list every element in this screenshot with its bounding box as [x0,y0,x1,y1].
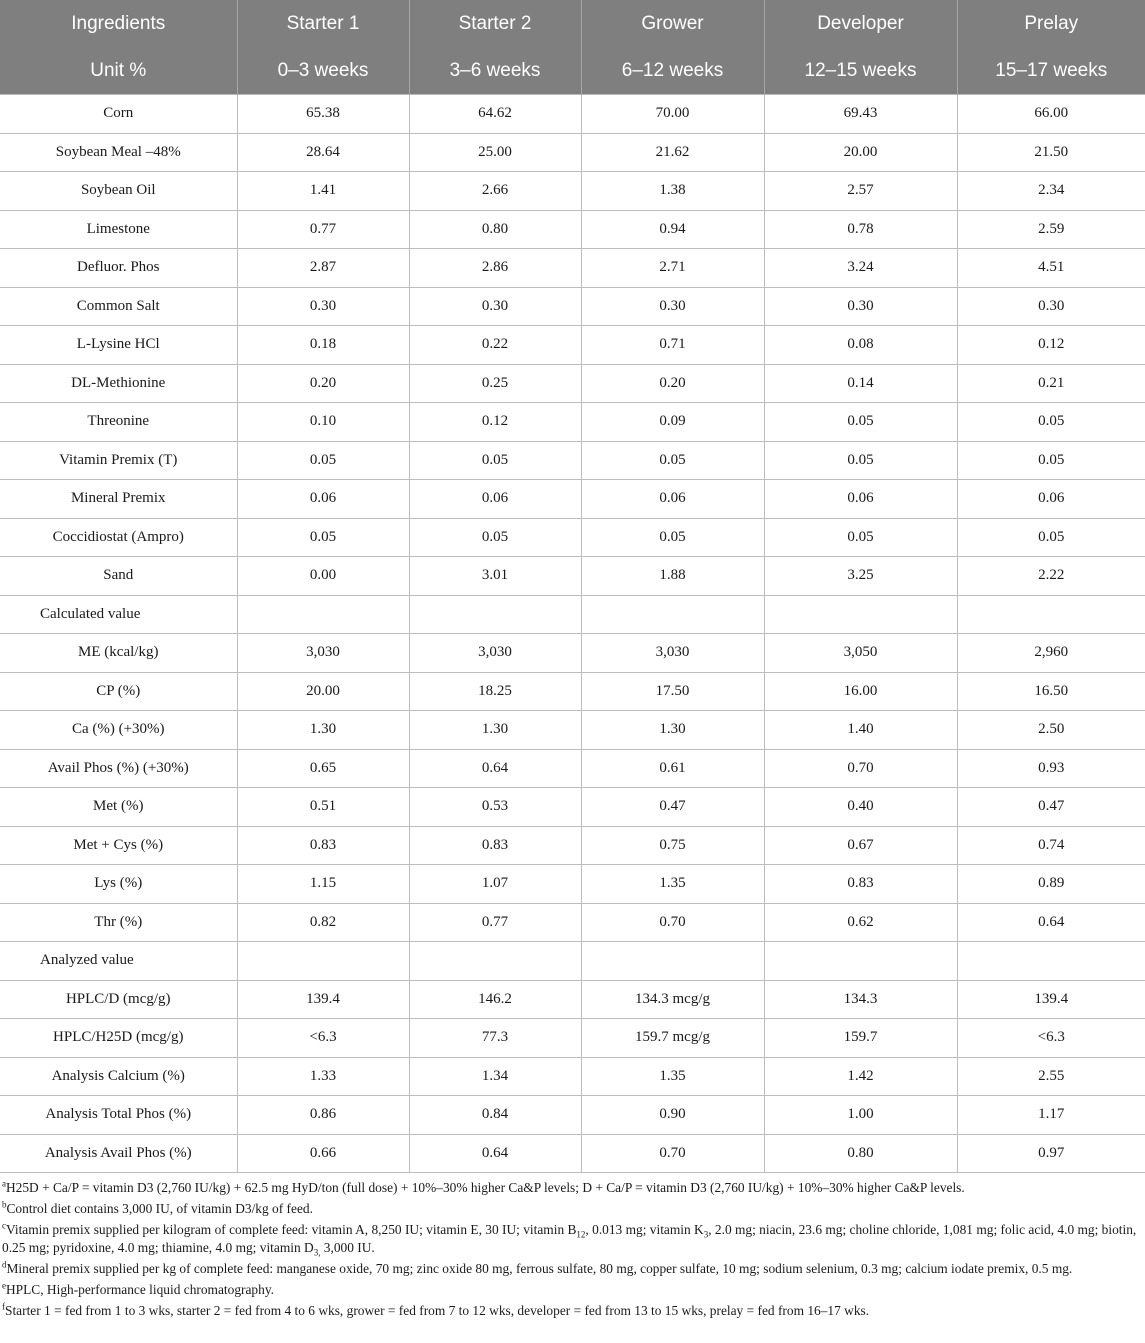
table-cell [764,942,957,981]
table-cell: 70.00 [581,95,764,134]
footnote-marker: e [2,1280,6,1291]
table-cell: 0.12 [409,403,581,442]
table-row [0,1019,1145,1058]
table-cell: 0.22 [409,326,581,365]
table-cell: 0.94 [581,210,764,249]
table-cell: 139.4 [237,980,409,1019]
header-grower: Grower [581,0,764,47]
table-cell [409,942,581,981]
table-cell: 18.25 [409,672,581,711]
table-cell: 0.83 [409,826,581,865]
table-row [0,133,1145,172]
table-cell: 2.57 [764,172,957,211]
footnote-subscript: 12 [576,1229,586,1240]
table-cell: 1.30 [237,711,409,750]
row-label: Coccidiostat (Ampro) [0,518,237,557]
table-cell: 0.09 [581,403,764,442]
footnote-subscript: 3, [313,1247,321,1258]
row-label: ME (kcal/kg) [0,634,237,673]
header-age-prelay: 15–17 weeks [957,47,1145,95]
footnote [2,1302,1140,1320]
footnote-text: 3,000 IU. [320,1240,375,1255]
table-cell [581,595,764,634]
footnote [2,1200,1140,1218]
table-cell: 3.25 [764,557,957,596]
table-row [0,1134,1145,1173]
table-cell: 1.41 [237,172,409,211]
row-label: Avail Phos (%) (+30%) [0,749,237,788]
footnote [2,1221,1140,1257]
row-label: L-Lysine HCl [0,326,237,365]
table-cell: 0.20 [237,364,409,403]
table-cell: 139.4 [957,980,1145,1019]
footnote-marker: c [2,1220,6,1231]
section-label: Calculated value [0,595,237,634]
table-footnotes [2,1179,1140,1323]
table-cell: 65.38 [237,95,409,134]
table-cell [957,595,1145,634]
table-cell: 0.77 [409,903,581,942]
table-cell: 0.70 [581,903,764,942]
table-cell: 2.22 [957,557,1145,596]
table-cell: 0.64 [409,1134,581,1173]
row-label: Threonine [0,403,237,442]
table-row [0,865,1145,904]
table-cell: 0.12 [957,326,1145,365]
table-cell: 28.64 [237,133,409,172]
table-cell: 1.33 [237,1057,409,1096]
table-row [0,826,1145,865]
table-cell: 2.59 [957,210,1145,249]
footnote-text: , 0.013 mg; vitamin K [585,1222,704,1237]
table-cell: 0.05 [764,403,957,442]
table-cell [409,595,581,634]
footnote [2,1260,1140,1278]
table-cell: 0.06 [237,480,409,519]
table-cell: 0.14 [764,364,957,403]
row-label: Ca (%) (+30%) [0,711,237,750]
table-cell [957,942,1145,981]
header-prelay: Prelay [957,0,1145,47]
table-cell: 0.30 [764,287,957,326]
footnote-text: Mineral premix supplied per kg of complete feed: manganese oxide, 70 mg; zinc oxide 80 mg, ferrous sulfate, 80 mg, copper sulfate, 10 mg; sodium selenium, 0.3 mg; calcium iodate premix, 0.5 mg. [6,1261,1073,1276]
table-cell: 0.65 [237,749,409,788]
table-row [0,95,1145,134]
table-cell: 1.35 [581,865,764,904]
table-cell: 0.21 [957,364,1145,403]
table-cell: 0.06 [957,480,1145,519]
footnote-text: HPLC, High-performance liquid chromatography. [6,1282,274,1297]
row-label: Met + Cys (%) [0,826,237,865]
table-cell: 1.88 [581,557,764,596]
row-label: DL-Methionine [0,364,237,403]
table-cell: 66.00 [957,95,1145,134]
table-row [0,557,1145,596]
footnote-text: H25D + Ca/P = vitamin D3 (2,760 IU/kg) + 62.5 mg HyD/ton (full dose) + 10%–30% higher Ca&P levels; D + Ca/P = vitamin D3 (2,760 IU/kg) + 10%–30% higher Ca&P levels. [6,1180,965,1195]
table-cell: 3.01 [409,557,581,596]
table-row [0,749,1145,788]
row-label: Soybean Oil [0,172,237,211]
table-cell: 0.97 [957,1134,1145,1173]
table-cell: 2.55 [957,1057,1145,1096]
table-cell: 0.05 [409,441,581,480]
table-cell: 2.34 [957,172,1145,211]
table-cell: 0.74 [957,826,1145,865]
footnote [2,1179,1140,1197]
row-label: CP (%) [0,672,237,711]
table-row [0,480,1145,519]
table-cell: 0.51 [237,788,409,827]
table-cell: 0.83 [764,865,957,904]
table-row [0,980,1145,1019]
table-cell: 0.30 [237,287,409,326]
table-cell [237,595,409,634]
footnote-text: Starter 1 = fed from 1 to 3 wks, starter 2 = fed from 4 to 6 wks, grower = fed from 7 to 12 wks, developer = fed from 13 to 15 wks, prelay = fed from 16–17 wks. [5,1303,870,1318]
table-cell: 3,030 [237,634,409,673]
table-cell: 3,030 [581,634,764,673]
table-cell: 0.64 [957,903,1145,942]
table-cell: 0.80 [764,1134,957,1173]
table-cell: 146.2 [409,980,581,1019]
table-cell: 2.87 [237,249,409,288]
table-cell: 0.53 [409,788,581,827]
table-cell: 0.47 [581,788,764,827]
table-cell: 0.10 [237,403,409,442]
table-cell: 0.05 [957,441,1145,480]
table-cell: 1.30 [581,711,764,750]
table-cell: 0.05 [237,441,409,480]
row-label: Analysis Avail Phos (%) [0,1134,237,1173]
row-label: Common Salt [0,287,237,326]
table-cell: 2.50 [957,711,1145,750]
header-row-columns [0,0,1145,47]
table-cell: 1.17 [957,1096,1145,1135]
row-label: Thr (%) [0,903,237,942]
table-cell: 0.83 [237,826,409,865]
table-row [0,249,1145,288]
table-cell [237,942,409,981]
footnote-text: , 2.0 mg; niacin, 23.6 mg; choline chloride, 1,081 mg; folic acid, 4.0 mg; biotin, 0.25 mg; pyridoxine, 4.0 mg; thiamine, 4.0 mg; vitamin D [2,1222,1137,1255]
header-age-grower: 6–12 weeks [581,47,764,95]
row-label: Met (%) [0,788,237,827]
table-cell: 0.06 [581,480,764,519]
table-cell: 0.90 [581,1096,764,1135]
table-cell: 69.43 [764,95,957,134]
table-row [0,788,1145,827]
table-cell: 0.93 [957,749,1145,788]
table-cell: 0.84 [409,1096,581,1135]
table-cell: 0.61 [581,749,764,788]
table-cell: 0.05 [581,518,764,557]
table-cell: 3,030 [409,634,581,673]
table-cell: 0.25 [409,364,581,403]
table-cell: 0.00 [237,557,409,596]
table-row [0,287,1145,326]
table-cell: 1.40 [764,711,957,750]
table-cell: 3,050 [764,634,957,673]
table-row [0,326,1145,365]
table-row [0,441,1145,480]
table-cell: 0.77 [237,210,409,249]
table-cell: 1.30 [409,711,581,750]
header-age-starter-2: 3–6 weeks [409,47,581,95]
table-cell: 0.30 [581,287,764,326]
footnote-marker: f [2,1301,5,1312]
table-cell: 2.71 [581,249,764,288]
footnote-marker: d [2,1259,7,1270]
row-label: Analysis Total Phos (%) [0,1096,237,1135]
table-cell: 77.3 [409,1019,581,1058]
row-label: Corn [0,95,237,134]
table-row [0,903,1145,942]
table-cell: 4.51 [957,249,1145,288]
table-cell: 2.86 [409,249,581,288]
table-cell: 1.42 [764,1057,957,1096]
table-cell: 0.47 [957,788,1145,827]
table-cell: 0.06 [409,480,581,519]
header-row-ages [0,47,1145,95]
footnote-marker: b [2,1199,7,1210]
row-label: Defluor. Phos [0,249,237,288]
footnote [2,1281,1140,1299]
table-cell: 16.00 [764,672,957,711]
header-age-starter-1: 0–3 weeks [237,47,409,95]
table-cell: 0.05 [237,518,409,557]
table-cell: 0.05 [764,441,957,480]
table-cell: 0.71 [581,326,764,365]
row-label: Soybean Meal –48% [0,133,237,172]
table-cell: 20.00 [764,133,957,172]
row-label: Analysis Calcium (%) [0,1057,237,1096]
table-cell: 16.50 [957,672,1145,711]
table-cell: 134.3 mcg/g [581,980,764,1019]
header-ingredients: Ingredients [0,0,237,47]
table-row [0,403,1145,442]
table-cell: 0.78 [764,210,957,249]
table-cell: 0.67 [764,826,957,865]
table-body [0,95,1145,1173]
header-developer: Developer [764,0,957,47]
table-cell: 0.62 [764,903,957,942]
section-row [0,942,1145,981]
table-cell: 1.34 [409,1057,581,1096]
table-row [0,210,1145,249]
table-cell: <6.3 [237,1019,409,1058]
table-cell: 64.62 [409,95,581,134]
footnote-subscript: 3 [703,1229,709,1240]
table-cell: 1.15 [237,865,409,904]
table-cell: 25.00 [409,133,581,172]
table-row [0,364,1145,403]
table-cell: 159.7 [764,1019,957,1058]
footnote-text: Control diet contains 3,000 IU, of vitamin D3/kg of feed. [6,1201,313,1216]
table-cell: 0.40 [764,788,957,827]
table-cell [764,595,957,634]
table-cell: 20.00 [237,672,409,711]
table-cell: 0.06 [764,480,957,519]
table-row [0,634,1145,673]
table-cell: 0.70 [581,1134,764,1173]
table-cell: 0.05 [581,441,764,480]
header-unit: Unit % [0,47,237,95]
table-cell: 0.05 [957,403,1145,442]
table-cell: 0.08 [764,326,957,365]
table-cell: 0.86 [237,1096,409,1135]
table-cell: 1.35 [581,1057,764,1096]
table-cell: 1.00 [764,1096,957,1135]
row-label: HPLC/H25D (mcg/g) [0,1019,237,1058]
table-cell: 3.24 [764,249,957,288]
row-label: Mineral Premix [0,480,237,519]
section-label: Analyzed value [0,942,237,981]
table-row [0,518,1145,557]
table-cell: 0.66 [237,1134,409,1173]
table-cell [581,942,764,981]
table-cell: 0.05 [957,518,1145,557]
table-cell: 2.66 [409,172,581,211]
footnote-text: Vitamin premix supplied per kilogram of complete feed: vitamin A, 8,250 IU; vitamin E, 30 IU; vitamin B [6,1222,577,1237]
table-cell: 0.18 [237,326,409,365]
header-starter-1: Starter 1 [237,0,409,47]
row-label: Lys (%) [0,865,237,904]
row-label: Limestone [0,210,237,249]
table-row [0,1096,1145,1135]
table-cell: 0.30 [409,287,581,326]
section-row [0,595,1145,634]
table-cell: 21.50 [957,133,1145,172]
table-cell: 21.62 [581,133,764,172]
table-row [0,172,1145,211]
table-cell: 0.75 [581,826,764,865]
table-cell: 1.38 [581,172,764,211]
table-cell: 159.7 mcg/g [581,1019,764,1058]
table-cell: 0.89 [957,865,1145,904]
table-cell: 0.64 [409,749,581,788]
header-age-developer: 12–15 weeks [764,47,957,95]
table-cell: 1.07 [409,865,581,904]
table-cell: 0.05 [409,518,581,557]
table-row [0,1057,1145,1096]
footnote-marker: a [2,1178,6,1189]
table-row [0,672,1145,711]
row-label: HPLC/D (mcg/g) [0,980,237,1019]
table-header [0,0,1145,95]
table-cell: 0.80 [409,210,581,249]
table-cell: 0.20 [581,364,764,403]
table-cell: 17.50 [581,672,764,711]
table-row [0,711,1145,750]
row-label: Sand [0,557,237,596]
table-cell: 0.82 [237,903,409,942]
table-cell: <6.3 [957,1019,1145,1058]
table-cell: 2,960 [957,634,1145,673]
header-starter-2: Starter 2 [409,0,581,47]
table-cell: 0.05 [764,518,957,557]
table-cell: 0.70 [764,749,957,788]
table-cell: 134.3 [764,980,957,1019]
table-cell: 0.30 [957,287,1145,326]
row-label: Vitamin Premix (T) [0,441,237,480]
